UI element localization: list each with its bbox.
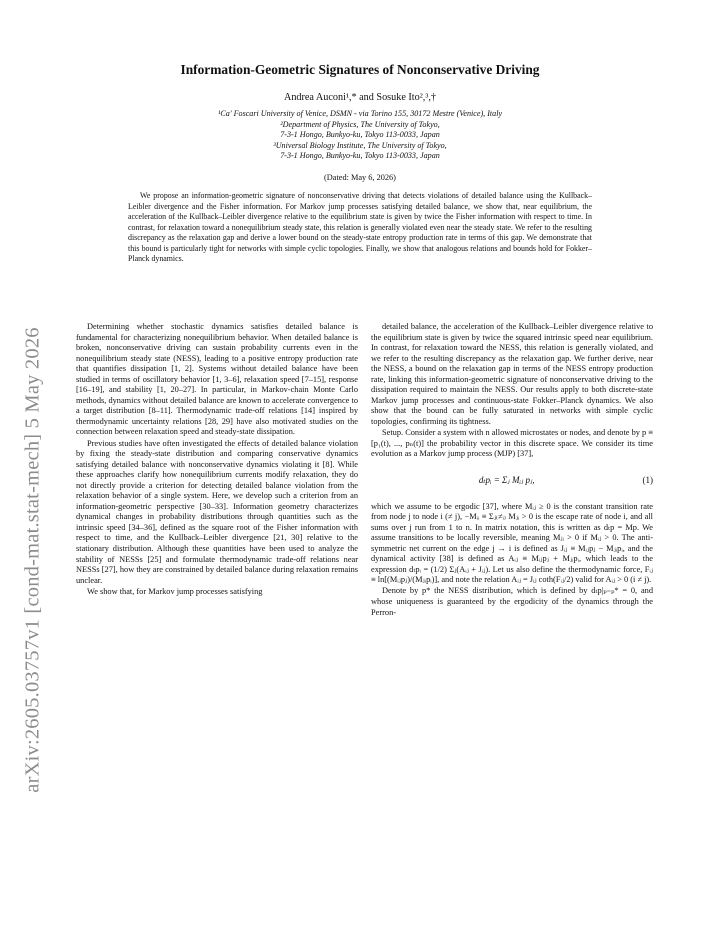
left-column (76, 322, 358, 597)
paragraph: Setup. Consider a system with n allowed microstates or nodes, and denote by p ≡ [p₁(t), ..., pₙ(t)] the probability vector in this discrete space. We consider its time evolution as a Markov jump process (MJP) [37], (371, 427, 653, 459)
paragraph: detailed balance, the acceleration of the Kullback–Leibler divergence relative to the equilibrium state is given by twice the squared intrinsic speed near equilibrium. In contrast, for relaxation toward the NESS, this relation is generally violated, and we refer to the resulting discrepancy as the relaxation gap. We further derive, near the NESS, a bound on the relaxation gap in terms of the NESS entropy production rate, linking this information-geometric signature of nonconservative driving to the dissipation required to maintain the NESS. Our results apply to both discrete-state Markov jump processes and continuous-state Fokker–Planck dynamics. We also show that the bound can be fully saturated in networks with simple cyclic topologies, confirming its tightness. (371, 322, 653, 426)
affiliation-line: 7-3-1 Hongo, Bunkyo-ku, Tokyo 113-0033, Japan (280, 151, 440, 161)
paragraph: We show that, for Markov jump processes satisfying (87, 586, 263, 596)
paragraph: Determining whether stochastic dynamics satisfies detailed balance is fundamental for characterizing nonequilibrium behavior. When detailed balance is broken, nonconservative driving can sustain probability currents even in the nonequilibrium steady state (NESS), leading to a positive entropy production rate that quantifies dissipation [1, 2]. Systems without detailed balance have been studied in terms of oscillatory behavior [1, 3–6], relaxation speed [7–15], response [16–19], and stability [1, 20–27]. In particular, in Markov-chain Monte Carlo methods, dynamics without detailed balance are known to accelerate convergence to a target distribution [8–11]. Thermodynamic trade-off relations [14] inspired by thermodynamic uncertainty relations [28, 29] have also motivated studies on the connection between relaxation speed and steady-state dissipation. (76, 322, 358, 437)
paragraph: Previous studies have often investigated the effects of detailed balance violation by fixing the steady-state distribution and comparing conservative dynamics satisfying detailed balance with nonconservative dynamics violating it [8]. While these approaches clarify how nonequilibrium currents modify relaxation, they do not directly provide a criterion for detecting detailed balance violation from the relaxation behavior of a single system. Here, we develop such a criterion from an information-geometric perspective [30–33]. Information geometry characterizes dynamical changes in probability distributions through quantities such as the intrinsic speed [34–36], defined as the square root of the Fisher information with respect to time, and the Kullback–Leibler divergence [21, 30] relative to the stationary distribution. Although these quantities have been used to analyze the stability of NESSs [25] and formulate thermodynamic trade-off relations near NESSs [27], how they are constrained by detailed balance during relaxation remains unclear. (76, 438, 358, 585)
affiliation-line: ³Universal Biology Institute, The University of Tokyo, (273, 140, 447, 150)
equation-body: dₜpᵢ = Σⱼ Mᵢⱼ pⱼ, (478, 475, 535, 486)
paper-title: Information-Geometric Signatures of Nonconservative Driving (180, 62, 540, 77)
affiliation-line: ¹Ca' Foscari University of Venice, DSMN - via Torino 155, 30172 Mestre (Venice), Italy (217, 109, 503, 118)
right-column (371, 322, 653, 618)
paragraph: Denote by p* the NESS distribution, which is defined by dₜp|ₚ₌ₚ* = 0, and whose uniqueness is guaranteed by the ergodicity of the dynamics through the Perron- (371, 586, 653, 617)
dated-line: (Dated: May 6, 2026) (324, 173, 396, 182)
affiliations (0, 109, 720, 162)
author-list: Andrea Auconi¹,* and Sosuke Ito²,³,† (283, 92, 437, 103)
equation-number: (1) (642, 475, 653, 486)
affiliation-line: ²Department of Physics, The University of Tokyo, (280, 119, 440, 129)
affiliation-line: 7-3-1 Hongo, Bunkyo-ku, Tokyo 113-0033, Japan (280, 130, 440, 140)
equation-1 (371, 461, 653, 501)
arxiv-identifier: arXiv:2605.03757v1 [cond-mat.stat-mech] 5 May 2026 (21, 327, 44, 793)
paragraph: which we assume to be ergodic [37], where Mᵢⱼ ≥ 0 is the constant transition rate from node j to node i (≠ j), −Mᵢᵢ ≡ Σⱼ₍≠ᵢ₎ Mⱼᵢ > 0 is the escape rate of node i, and all sums over j run from 1 to n. In matrix notation, this is written as dₜp = Mp. We assume transitions to be locally reversible, meaning Mⱼᵢ > 0 if Mᵢⱼ > 0. The anti-symmetric net current on the edge j → i is defined as Jᵢⱼ ≡ Mᵢⱼpⱼ − Mⱼᵢpᵢ, and the dynamical activity [38] is defined as Aᵢⱼ ≡ Mᵢⱼpⱼ + Mⱼᵢpᵢ, which leads to the expression dₜpᵢ = (1/2) Σⱼ(Aᵢⱼ + Jᵢⱼ). Let us also define the thermodynamic force, Fᵢⱼ ≡ ln[(Mᵢⱼpⱼ)/(Mⱼᵢpᵢ)], and note the relation Aᵢⱼ = Jᵢⱼ coth(Fᵢⱼ/2) valid for Aᵢⱼ > 0 (i ≠ j). (371, 501, 653, 585)
abstract: We propose an information-geometric signature of nonconservative driving that detects violations of detailed balance using the Kullback–Leibler divergence and the Fisher information. For Markov jump processes satisfying detailed balance, we show that, near equilibrium, the acceleration of the Kullback–Leibler divergence relative to the equilibrium state is given by twice the Fisher information with respect to time. In contrast, for relaxation toward a nonequilibrium steady state, this relation is generally violated even near the steady state. We refer to the resulting discrepancy as the relaxation gap and derive a lower bound on the steady-state entropy production rate in terms of this gap. We demonstrate that this bound is particularly tight for networks with simple cyclic topologies. Finally, we show that analogous relations and bounds hold for Fokker–Planck dynamics. (128, 191, 592, 264)
